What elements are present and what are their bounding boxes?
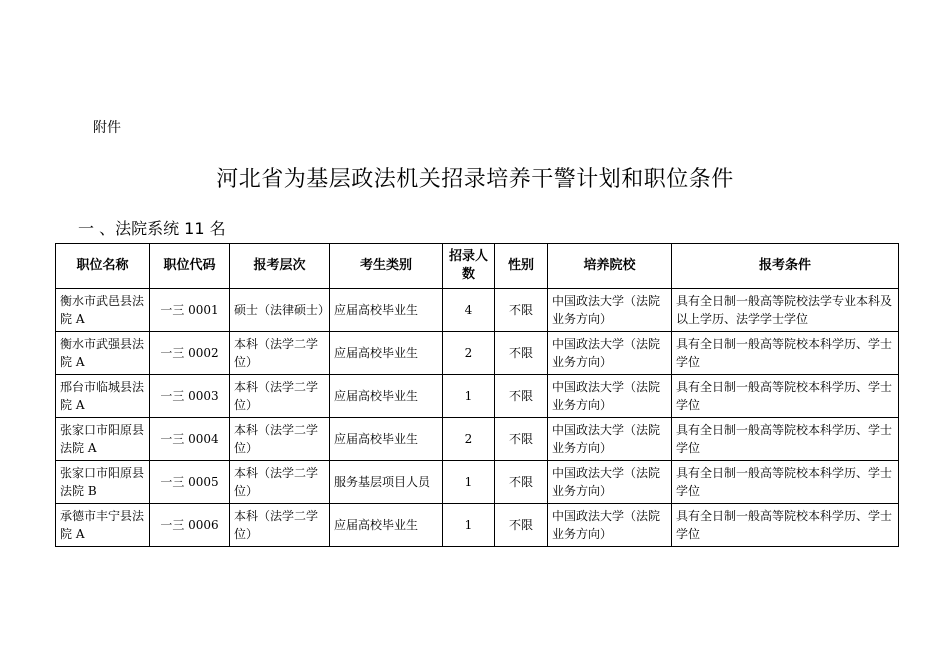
cell-recruit-count: 2 — [443, 418, 495, 461]
cell-candidate-type: 服务基层项目人员 — [330, 461, 443, 504]
cell-recruit-count: 2 — [443, 332, 495, 375]
cell-training-school: 中国政法大学（法院业务方向） — [548, 504, 672, 547]
cell-requirements: 具有全日制一般高等院校法学专业本科及以上学历、法学学士学位 — [672, 289, 899, 332]
cell-recruit-count: 1 — [443, 461, 495, 504]
cell-gender: 不限 — [495, 504, 548, 547]
cell-position-code: 一三 0004 — [150, 418, 230, 461]
cell-gender: 不限 — [495, 461, 548, 504]
cell-position-code: 一三 0002 — [150, 332, 230, 375]
cell-exam-level: 硕士（法律硕士） — [230, 289, 330, 332]
cell-position-name: 张家口市阳原县法院 B — [56, 461, 150, 504]
cell-training-school: 中国政法大学（法院业务方向） — [548, 418, 672, 461]
cell-exam-level: 本科（法学二学位） — [230, 461, 330, 504]
cell-candidate-type: 应届高校毕业生 — [330, 332, 443, 375]
cell-requirements: 具有全日制一般高等院校本科学历、学士学位 — [672, 461, 899, 504]
header-position-code: 职位代码 — [150, 244, 230, 289]
header-exam-level: 报考层次 — [230, 244, 330, 289]
header-gender: 性别 — [495, 244, 548, 289]
cell-position-code: 一三 0006 — [150, 504, 230, 547]
cell-exam-level: 本科（法学二学位） — [230, 332, 330, 375]
cell-recruit-count: 1 — [443, 375, 495, 418]
cell-position-code: 一三 0001 — [150, 289, 230, 332]
cell-position-name: 承德市丰宁县法院 A — [56, 504, 150, 547]
cell-training-school: 中国政法大学（法院业务方向） — [548, 461, 672, 504]
cell-training-school: 中国政法大学（法院业务方向） — [548, 289, 672, 332]
cell-position-name: 邢台市临城县法院 A — [56, 375, 150, 418]
table-row — [56, 375, 899, 418]
header-position-name: 职位名称 — [56, 244, 150, 289]
table-row — [56, 332, 899, 375]
cell-position-code: 一三 0003 — [150, 375, 230, 418]
header-training-school: 培养院校 — [548, 244, 672, 289]
cell-requirements: 具有全日制一般高等院校本科学历、学士学位 — [672, 504, 899, 547]
table-row — [56, 289, 899, 332]
cell-training-school: 中国政法大学（法院业务方向） — [548, 332, 672, 375]
cell-training-school: 中国政法大学（法院业务方向） — [548, 375, 672, 418]
cell-gender: 不限 — [495, 289, 548, 332]
cell-gender: 不限 — [495, 332, 548, 375]
cell-recruit-count: 4 — [443, 289, 495, 332]
header-candidate-type: 考生类别 — [330, 244, 443, 289]
cell-position-name: 衡水市武邑县法院 A — [56, 289, 150, 332]
table-body — [56, 289, 899, 547]
cell-position-name: 张家口市阳原县法院 A — [56, 418, 150, 461]
cell-exam-level: 本科（法学二学位） — [230, 418, 330, 461]
document-title: 河北省为基层政法机关招录培养干警计划和职位条件 — [216, 167, 734, 192]
cell-requirements: 具有全日制一般高等院校本科学历、学士学位 — [672, 332, 899, 375]
table-row — [56, 504, 899, 547]
cell-recruit-count: 1 — [443, 504, 495, 547]
cell-exam-level: 本科（法学二学位） — [230, 504, 330, 547]
section-heading: 一 、法院系统 11 名 — [78, 219, 226, 238]
header-recruit-count: 招录人数 — [443, 244, 495, 289]
cell-candidate-type: 应届高校毕业生 — [330, 418, 443, 461]
cell-requirements: 具有全日制一般高等院校本科学历、学士学位 — [672, 375, 899, 418]
table-row — [56, 418, 899, 461]
header-requirements: 报考条件 — [672, 244, 899, 289]
attachment-label: 附件 — [93, 120, 121, 136]
table-header-row — [56, 244, 899, 289]
cell-position-code: 一三 0005 — [150, 461, 230, 504]
cell-candidate-type: 应届高校毕业生 — [330, 289, 443, 332]
cell-position-name: 衡水市武强县法院 A — [56, 332, 150, 375]
cell-candidate-type: 应届高校毕业生 — [330, 504, 443, 547]
positions-table — [55, 243, 899, 547]
cell-requirements: 具有全日制一般高等院校本科学历、学士学位 — [672, 418, 899, 461]
cell-candidate-type: 应届高校毕业生 — [330, 375, 443, 418]
cell-gender: 不限 — [495, 418, 548, 461]
table-row — [56, 461, 899, 504]
cell-gender: 不限 — [495, 375, 548, 418]
cell-exam-level: 本科（法学二学位） — [230, 375, 330, 418]
